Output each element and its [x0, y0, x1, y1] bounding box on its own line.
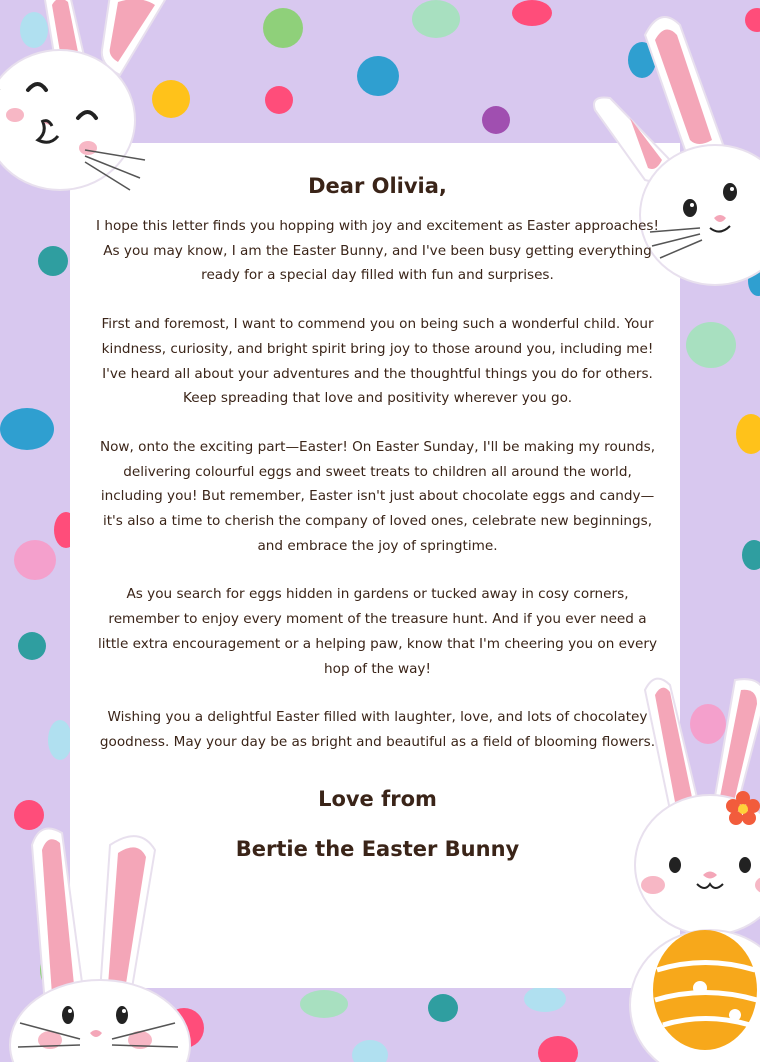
polka-dot: [352, 1040, 388, 1062]
flower-icon: [725, 790, 760, 826]
polka-dot: [0, 408, 54, 450]
letter-body: [95, 172, 660, 869]
polka-dot: [686, 322, 736, 368]
polka-dot: [512, 0, 552, 26]
polka-dot: [263, 8, 303, 48]
polka-dot: [300, 990, 348, 1018]
letter-closing: Love from: [318, 786, 437, 811]
polka-dot: [357, 56, 399, 96]
polka-dot: [412, 0, 460, 38]
letter-paragraph: As you search for eggs hidden in gardens or tucked away in cosy corners, remember to enjoy every moment of the treasure hunt. And if you ever need a little extra encouragement or a helping paw, know that I'm cheering you on every hop of the way!: [97, 586, 658, 677]
polka-dot: [14, 540, 56, 580]
polka-dot: [482, 106, 510, 134]
letter-paragraph: Wishing you a delightful Easter filled with laughter, love, and lots of chocolatey goodness. May your day be as bright and beautiful as a field of blooming flowers.: [99, 709, 656, 750]
polka-dot: [524, 986, 566, 1012]
polka-dot: [538, 1036, 578, 1062]
polka-dot: [265, 86, 293, 114]
letter-greeting: Dear Olivia,: [308, 174, 447, 198]
letter-signature: Bertie the Easter Bunny: [235, 836, 520, 861]
polka-dot: [742, 540, 760, 570]
polka-dot: [428, 994, 458, 1022]
letter-paragraph: I hope this letter finds you hopping with joy and excitement as Easter approaches! As you may know, I am the Easter Bunny, and I've been busy getting everything ready for a special day filled with fun and surprises.: [96, 218, 659, 284]
polka-dot: [48, 720, 72, 760]
polka-dot: [18, 632, 46, 660]
polka-dot: [736, 414, 760, 454]
letter-paragraph: Now, onto the exciting part—Easter! On Easter Sunday, I'll be making my rounds, delivering colourful eggs and sweet treats to children all around the world, including you! But remember, Easter isn't just about chocolate eggs and candy—it's also a time to cherish the company of loved ones, celebrate new beginnings, and embrace the joy of springtime.: [99, 438, 656, 554]
letter-paragraph: First and foremost, I want to commend you on being such a wonderful child. Your kindness, curiosity, and bright spirit bring joy to those around you, including me! I've heard all about your adventures and the thoughtful things you do for others. Keep spreading that love and positivity wherever you go.: [101, 316, 654, 407]
polka-dot: [38, 246, 68, 276]
